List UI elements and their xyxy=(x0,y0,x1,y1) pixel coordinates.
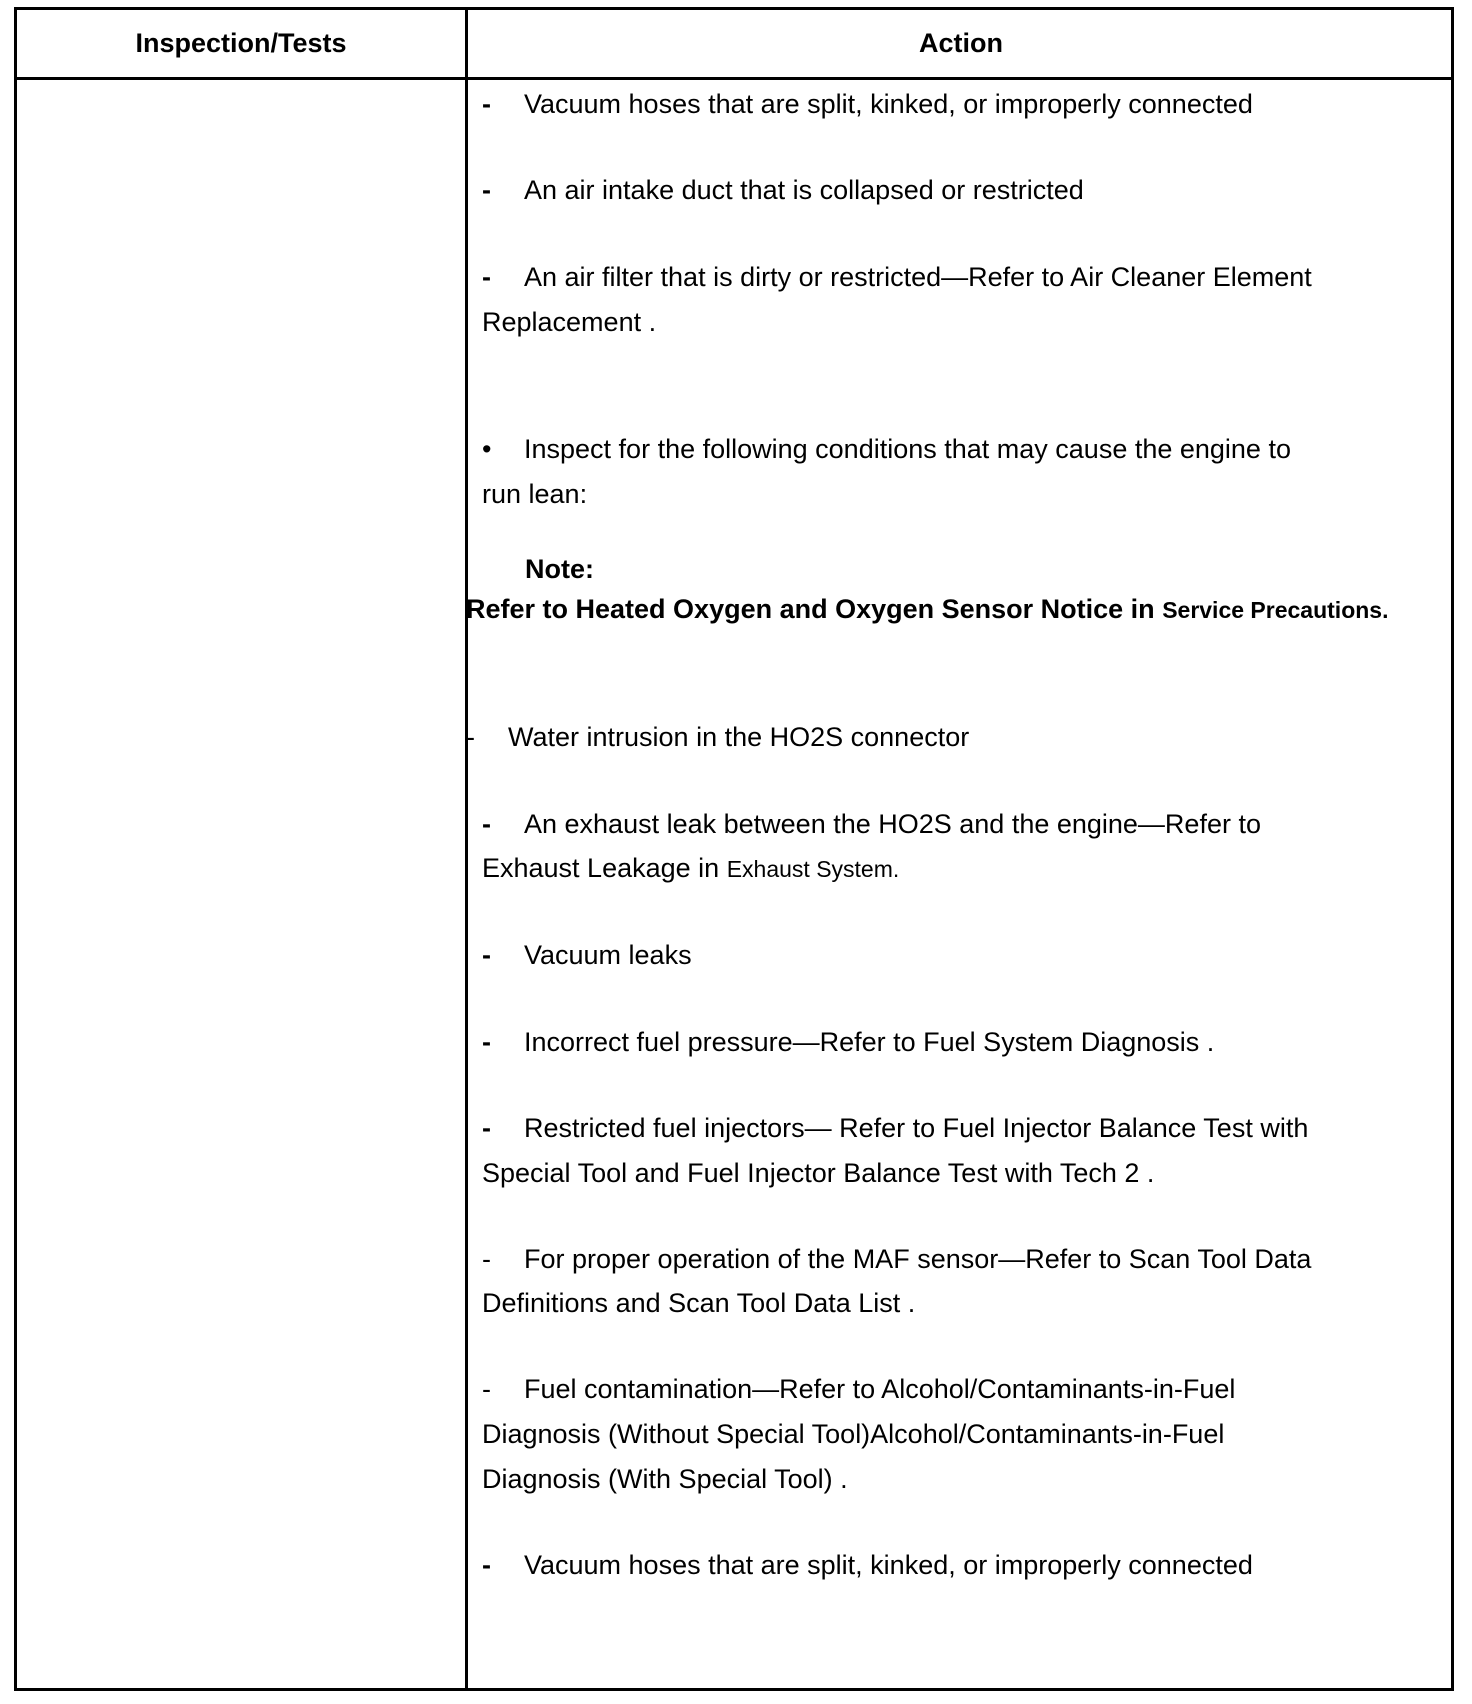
item-dash: - xyxy=(482,1027,491,1057)
item-text: Diagnosis (With Special Tool) . xyxy=(482,1464,848,1494)
item-text: Restricted fuel injectors— Refer to Fuel Injector Balance Test with xyxy=(524,1113,1309,1143)
item-dash: - xyxy=(482,262,491,292)
note-body xyxy=(466,594,1388,625)
action-item xyxy=(482,1543,1253,1588)
action-item xyxy=(482,255,1312,300)
action-item-continuation xyxy=(482,1281,915,1326)
note-title: Note: xyxy=(525,554,594,584)
item-text: An air filter that is dirty or restricted—Refer to Air Cleaner Element xyxy=(524,262,1312,292)
item-dash: - xyxy=(482,1113,491,1143)
item-dash: - xyxy=(482,1374,491,1404)
action-item-continuation xyxy=(482,1412,1224,1457)
item-text: Inspect for the following conditions that may cause the engine to xyxy=(524,434,1291,464)
item-text: Replacement . xyxy=(482,307,657,337)
column-divider xyxy=(465,10,468,1688)
item-text: An air intake duct that is collapsed or restricted xyxy=(524,175,1084,205)
header-rule xyxy=(17,77,1451,80)
item-text: Special Tool and Fuel Injector Balance Test with Tech 2 . xyxy=(482,1158,1155,1188)
action-item xyxy=(482,427,1291,472)
item-text: Fuel contamination—Refer to Alcohol/Contaminants-in-Fuel xyxy=(524,1374,1236,1404)
item-text: An exhaust leak between the HO2S and the engine—Refer to xyxy=(524,809,1261,839)
action-item xyxy=(466,715,969,760)
action-item xyxy=(482,933,692,978)
item-reference: Exhaust System. xyxy=(726,856,900,882)
item-dash: - xyxy=(482,89,491,119)
header-action: Action xyxy=(919,28,1003,58)
item-text: For proper operation of the MAF sensor—Refer to Scan Tool Data xyxy=(524,1244,1312,1274)
item-bullet: • xyxy=(482,434,492,464)
action-item-continuation xyxy=(482,300,656,345)
action-item xyxy=(482,1106,1308,1151)
action-item xyxy=(482,802,1261,847)
action-item-continuation xyxy=(482,472,587,517)
header-inspection-tests: Inspection/Tests xyxy=(135,28,347,58)
item-dash: - xyxy=(482,175,491,205)
item-dash: - xyxy=(482,940,491,970)
action-item xyxy=(482,1367,1235,1412)
item-dash: - xyxy=(482,1244,491,1274)
action-item-continuation xyxy=(482,1457,848,1502)
item-text: Water intrusion in the HO2S connector xyxy=(508,722,970,752)
action-item xyxy=(482,1020,1214,1065)
note-reference: Service Precautions. xyxy=(1162,597,1389,623)
action-item-continuation xyxy=(482,846,899,892)
item-text: Definitions and Scan Tool Data List . xyxy=(482,1288,916,1318)
item-text: Diagnosis (Without Special Tool)Alcohol/Contaminants-in-Fuel xyxy=(482,1419,1225,1449)
item-text: Vacuum leaks xyxy=(524,940,692,970)
item-text: Vacuum hoses that are split, kinked, or improperly connected xyxy=(524,89,1253,119)
action-item xyxy=(482,1237,1311,1282)
item-text: Vacuum hoses that are split, kinked, or improperly connected xyxy=(524,1550,1253,1580)
action-item xyxy=(482,168,1084,213)
item-dash: - xyxy=(466,722,475,752)
action-item-continuation xyxy=(482,1151,1154,1196)
item-dash: - xyxy=(482,1550,491,1580)
item-text: run lean: xyxy=(482,479,588,509)
item-text: Incorrect fuel pressure—Refer to Fuel System Diagnosis . xyxy=(524,1027,1215,1057)
item-dash: - xyxy=(482,809,491,839)
action-item xyxy=(482,82,1253,127)
item-text: Exhaust Leakage in xyxy=(482,853,720,883)
note-text: Refer to Heated Oxygen and Oxygen Sensor Notice in xyxy=(466,594,1155,624)
